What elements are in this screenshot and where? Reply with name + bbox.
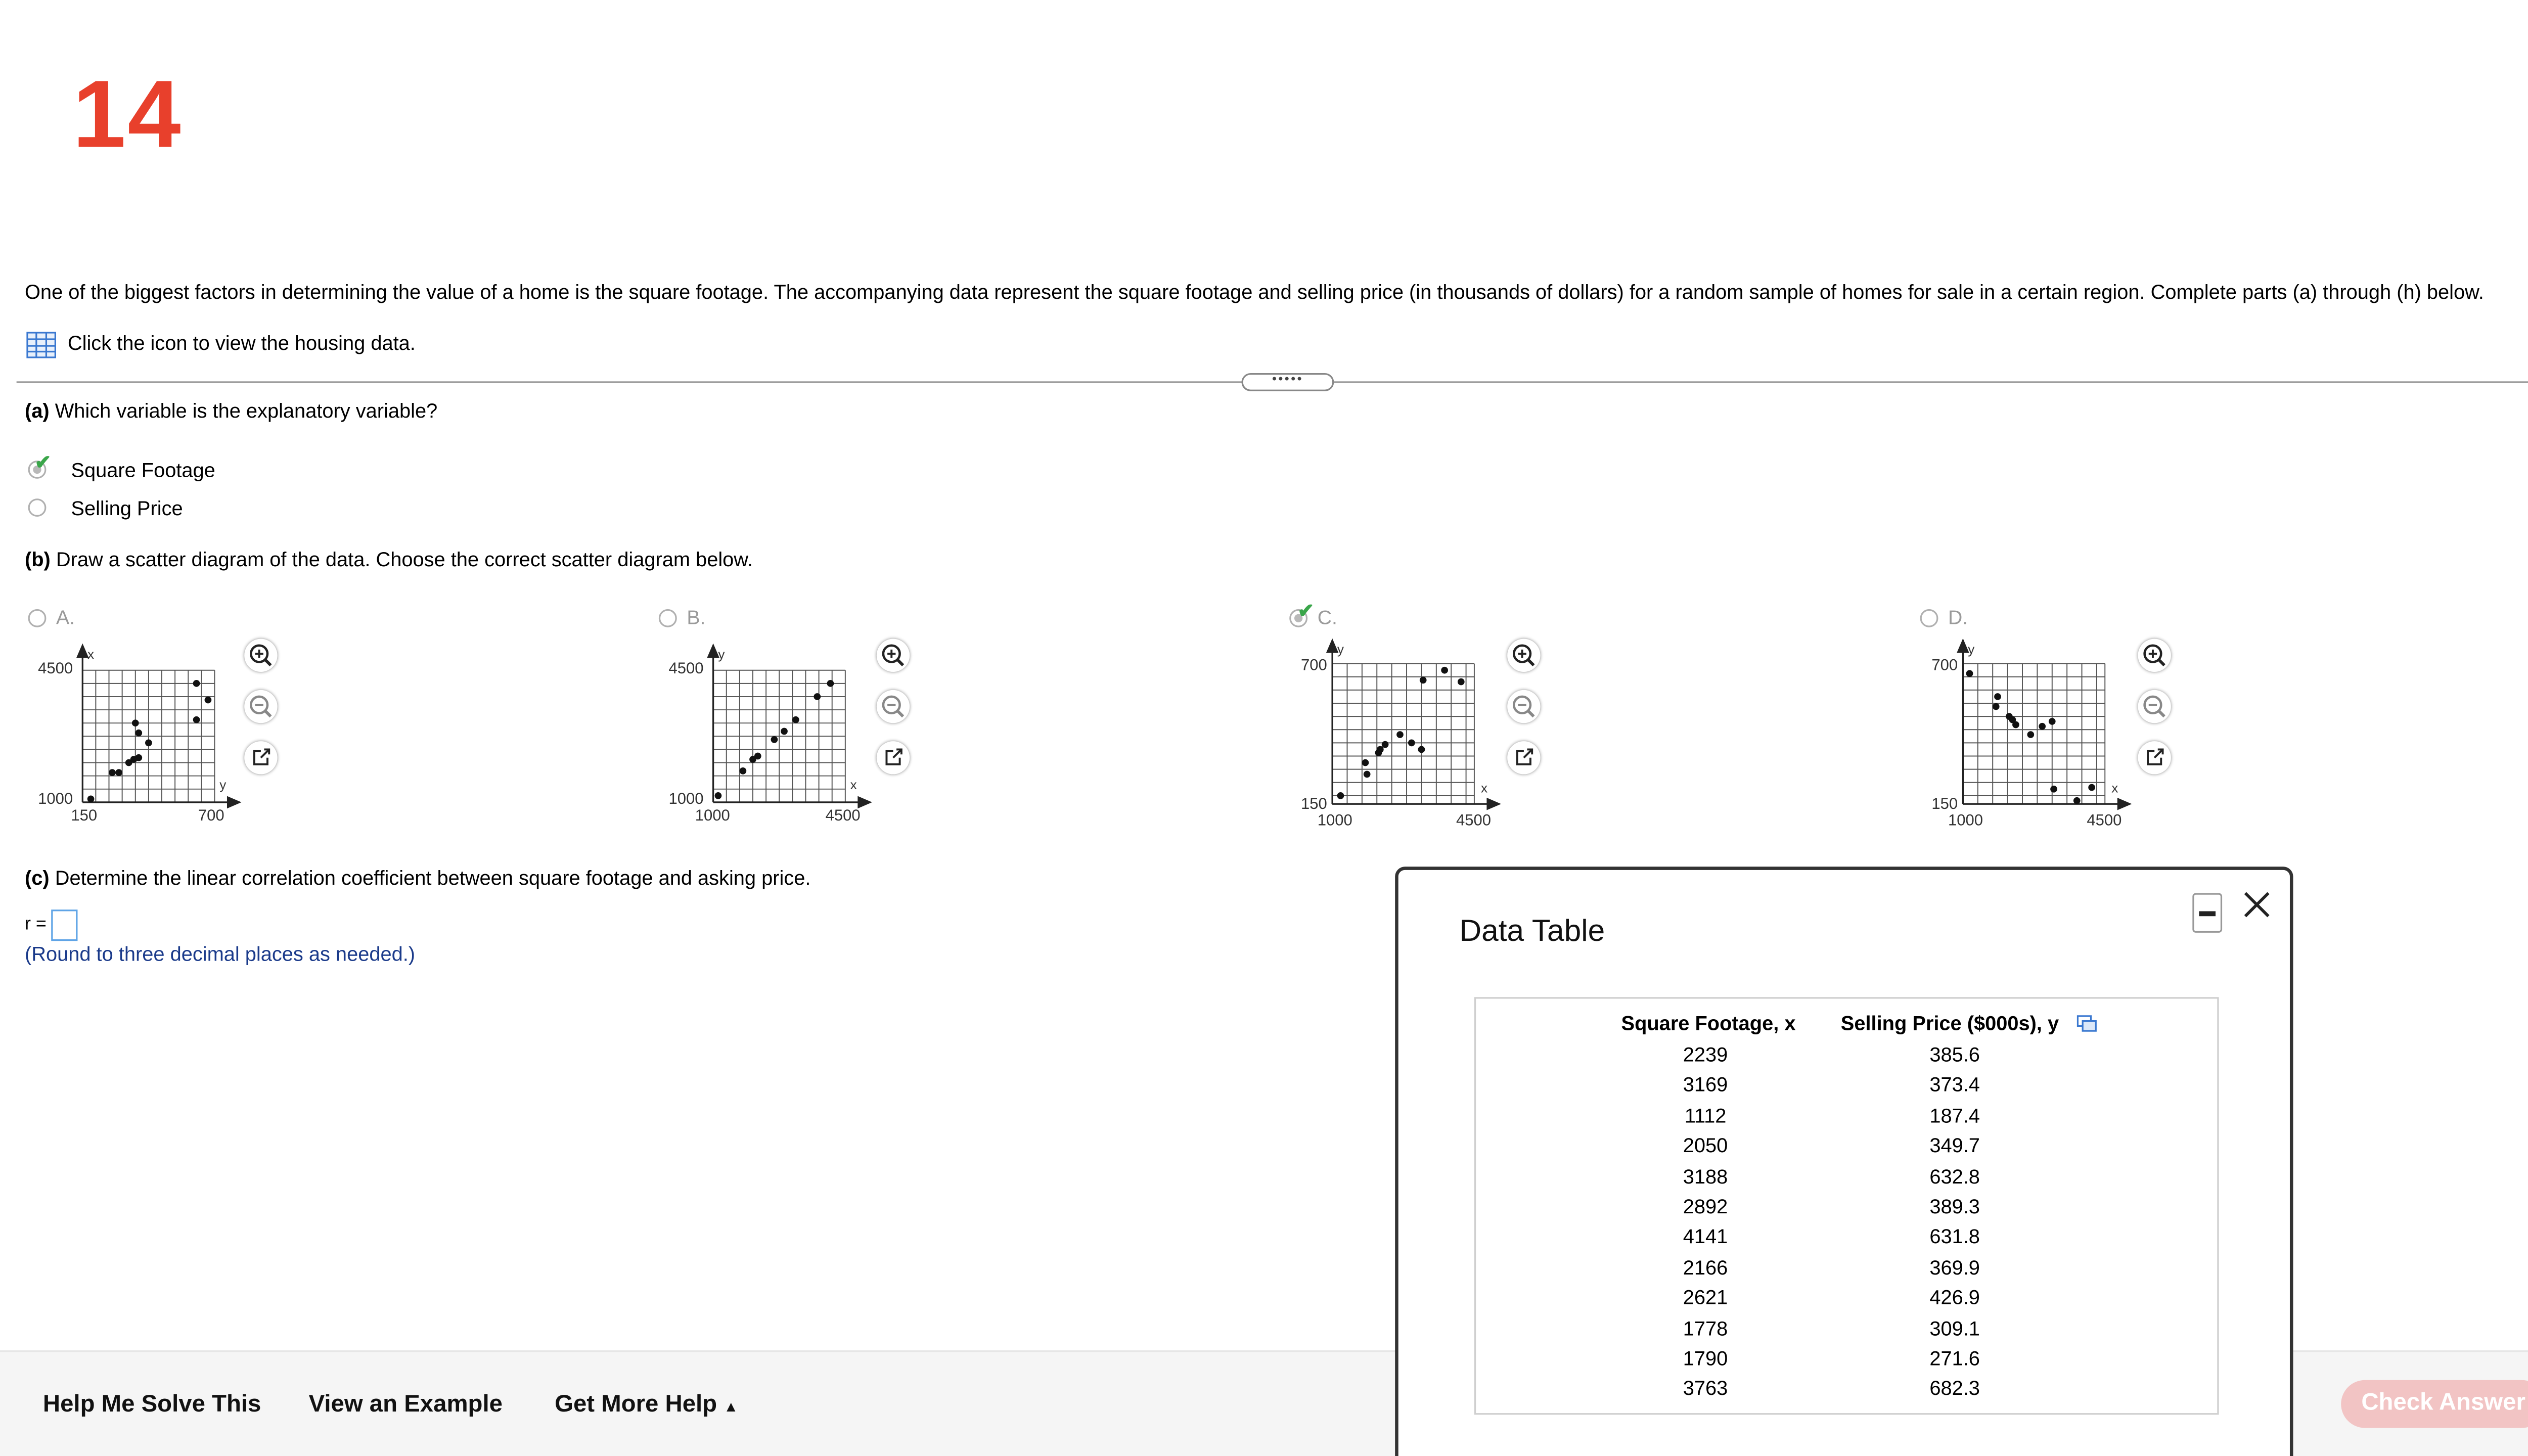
option-c-label: C. xyxy=(1317,606,1337,629)
cell-square-footage: 3763 xyxy=(1683,1377,1728,1401)
cell-selling-price: 632.8 xyxy=(1929,1164,1980,1188)
cell-square-footage: 3169 xyxy=(1683,1073,1728,1097)
part-c-label: (c) xyxy=(24,867,50,890)
column-header-square-footage: Square Footage, x xyxy=(1621,1012,1796,1035)
part-b-text: Draw a scatter diagram of the data. Choose the correct scatter diagram below. xyxy=(50,548,753,571)
c-xmin-label: 1000 xyxy=(1317,812,1352,831)
cell-square-footage: 2239 xyxy=(1683,1043,1728,1067)
cell-selling-price: 385.6 xyxy=(1929,1043,1980,1067)
a-y-axis-var: x xyxy=(87,646,95,662)
view-example-button[interactable]: View an Example xyxy=(308,1391,503,1418)
part-c-text: Determine the linear correlation coefficient between square footage and asking price. xyxy=(49,867,811,890)
external-link-icon xyxy=(877,741,910,774)
points-b xyxy=(715,680,834,799)
radio-selling-price[interactable] xyxy=(28,498,47,517)
popout-button-c[interactable] xyxy=(1507,741,1540,774)
table-row xyxy=(1476,1347,2217,1377)
popout-button-a[interactable] xyxy=(244,741,277,774)
radio-option-d[interactable] xyxy=(1920,609,1938,627)
zoom-in-icon xyxy=(2138,639,2171,672)
correct-check-icon: ✔ xyxy=(1297,599,1315,623)
cell-square-footage: 1112 xyxy=(1684,1104,1727,1127)
table-row xyxy=(1476,1165,2217,1195)
b-ymax-label: 4500 xyxy=(668,660,704,679)
r-answer-input[interactable] xyxy=(51,909,77,941)
cell-square-footage: 3188 xyxy=(1683,1164,1728,1188)
part-b-question xyxy=(25,548,753,571)
dialog-title: Data Table xyxy=(1459,913,1605,948)
zoom-out-icon xyxy=(1507,690,1540,723)
c-ymax-label: 700 xyxy=(1301,657,1327,675)
grid-b xyxy=(713,670,845,802)
cell-selling-price: 682.3 xyxy=(1929,1377,1980,1401)
check-answer-button[interactable]: Check Answer xyxy=(2341,1380,2528,1428)
cell-selling-price: 426.9 xyxy=(1929,1286,1980,1309)
zoom-out-icon xyxy=(2138,690,2171,723)
popout-button-b[interactable] xyxy=(877,741,910,774)
d-xmax-label: 4500 xyxy=(2087,812,2122,831)
scatter-plot-c xyxy=(1296,637,1510,827)
external-link-icon xyxy=(244,741,277,774)
cell-square-footage: 2166 xyxy=(1683,1256,1728,1279)
table-row xyxy=(1476,1104,2217,1134)
correct-check-icon: ✔ xyxy=(34,450,52,474)
option-b-label: B. xyxy=(687,606,706,629)
a-ymax-label: 4500 xyxy=(38,660,73,679)
zoom-in-icon xyxy=(244,639,277,672)
zoom-out-button-b[interactable] xyxy=(877,690,910,723)
caret-up-icon: ▲ xyxy=(724,1398,739,1415)
points-c xyxy=(1337,667,1465,799)
table-row xyxy=(1476,1286,2217,1316)
get-more-help-label: Get More Help xyxy=(555,1391,717,1418)
help-me-solve-button[interactable]: Help Me Solve This xyxy=(42,1391,261,1418)
resize-handle[interactable]: ••••• xyxy=(1242,373,1334,391)
external-link-icon xyxy=(1507,741,1540,774)
zoom-out-button-d[interactable] xyxy=(2138,690,2171,723)
rounding-note: (Round to three decimal places as needed.) xyxy=(24,942,416,966)
d-ymin-label: 150 xyxy=(1931,795,1958,814)
get-more-help-button[interactable] xyxy=(555,1392,738,1418)
external-link-icon xyxy=(2138,741,2171,774)
grid-a xyxy=(82,670,214,802)
part-c-question xyxy=(25,867,810,890)
part-a-text: Which variable is the explanatory variable? xyxy=(49,399,438,423)
part-a-question xyxy=(25,399,437,423)
question-number: 14 xyxy=(72,61,183,169)
points-a xyxy=(87,680,212,802)
popout-button-d[interactable] xyxy=(2138,741,2171,774)
close-icon[interactable] xyxy=(2242,890,2272,920)
cell-square-footage: 1790 xyxy=(1683,1347,1728,1371)
data-link-text[interactable]: Click the icon to view the housing data. xyxy=(67,332,416,355)
axes-c xyxy=(1327,641,1499,809)
cell-selling-price: 187.4 xyxy=(1929,1104,1980,1127)
c-xmax-label: 4500 xyxy=(1456,812,1492,831)
a-xmin-label: 150 xyxy=(71,807,98,826)
zoom-in-icon xyxy=(877,639,910,672)
table-row xyxy=(1476,1256,2217,1286)
zoom-in-button-c[interactable] xyxy=(1507,639,1540,672)
cell-square-footage: 4141 xyxy=(1683,1225,1728,1249)
zoom-in-button-b[interactable] xyxy=(877,639,910,672)
table-row xyxy=(1476,1195,2217,1225)
zoom-in-button-a[interactable] xyxy=(244,639,277,672)
scatter-plot-d xyxy=(1927,637,2141,827)
zoom-in-button-d[interactable] xyxy=(2138,639,2171,672)
cell-selling-price: 271.6 xyxy=(1929,1347,1980,1371)
option-square-footage[interactable]: Square Footage xyxy=(71,459,215,482)
cell-selling-price: 309.1 xyxy=(1929,1316,1980,1340)
c-x-axis-var: x xyxy=(1480,780,1488,796)
b-y-axis-var: y xyxy=(718,646,725,662)
data-table xyxy=(1474,997,2219,1415)
d-y-axis-var: y xyxy=(1968,642,1975,657)
zoom-in-icon xyxy=(1507,639,1540,672)
cell-square-footage: 2621 xyxy=(1683,1286,1728,1309)
part-b-label: (b) xyxy=(24,548,51,571)
c-y-axis-var: y xyxy=(1337,642,1344,657)
intro-text: One of the biggest factors in determining the value of a home is the square footage. The accompanying data represent the square footage and selling price (in thousands of dollars) for a random sample of homes for sale in a certain region. Complete parts (a) through (h) below. xyxy=(24,281,2484,304)
option-selling-price[interactable]: Selling Price xyxy=(71,496,183,520)
minimize-button[interactable] xyxy=(2192,893,2222,933)
table-row xyxy=(1476,1074,2217,1104)
cell-selling-price: 369.9 xyxy=(1929,1256,1980,1279)
d-x-axis-var: x xyxy=(2111,780,2118,796)
d-ymax-label: 700 xyxy=(1931,657,1958,675)
part-a-label: (a) xyxy=(24,399,50,423)
table-icon[interactable] xyxy=(26,332,56,358)
table-row xyxy=(1476,1316,2217,1346)
zoom-out-button-a[interactable] xyxy=(244,690,277,723)
zoom-out-button-c[interactable] xyxy=(1507,690,1540,723)
a-xmax-label: 700 xyxy=(198,807,224,826)
option-d-label: D. xyxy=(1948,606,1968,629)
cell-square-footage: 2892 xyxy=(1683,1195,1728,1218)
cell-square-footage: 2050 xyxy=(1683,1134,1728,1158)
cell-selling-price: 373.4 xyxy=(1929,1073,1980,1097)
option-a-label: A. xyxy=(56,606,75,629)
b-xmax-label: 4500 xyxy=(825,807,861,826)
cell-selling-price: 631.8 xyxy=(1929,1225,1980,1249)
cell-square-footage: 1778 xyxy=(1683,1316,1728,1340)
zoom-out-icon xyxy=(244,690,277,723)
b-x-axis-var: x xyxy=(850,777,857,792)
table-row xyxy=(1476,1225,2217,1255)
table-row xyxy=(1476,1043,2217,1073)
c-ymin-label: 150 xyxy=(1301,795,1327,814)
table-row xyxy=(1476,1378,2217,1407)
cell-selling-price: 349.7 xyxy=(1929,1134,1980,1158)
column-header-selling-price: Selling Price ($000s), y xyxy=(1840,1012,2059,1035)
a-ymin-label: 1000 xyxy=(38,791,73,809)
radio-option-a[interactable] xyxy=(28,609,47,627)
cell-selling-price: 389.3 xyxy=(1929,1195,1980,1218)
radio-option-b[interactable] xyxy=(659,609,677,627)
a-x-axis-var: y xyxy=(219,777,227,792)
data-table-dialog xyxy=(1395,867,2293,1456)
b-ymin-label: 1000 xyxy=(668,791,704,809)
r-equals-label: r = xyxy=(24,914,47,935)
d-xmin-label: 1000 xyxy=(1948,812,1983,831)
b-xmin-label: 1000 xyxy=(695,807,730,826)
zoom-out-icon xyxy=(877,690,910,723)
table-row xyxy=(1476,1134,2217,1164)
copy-icon[interactable] xyxy=(2077,1015,2097,1032)
